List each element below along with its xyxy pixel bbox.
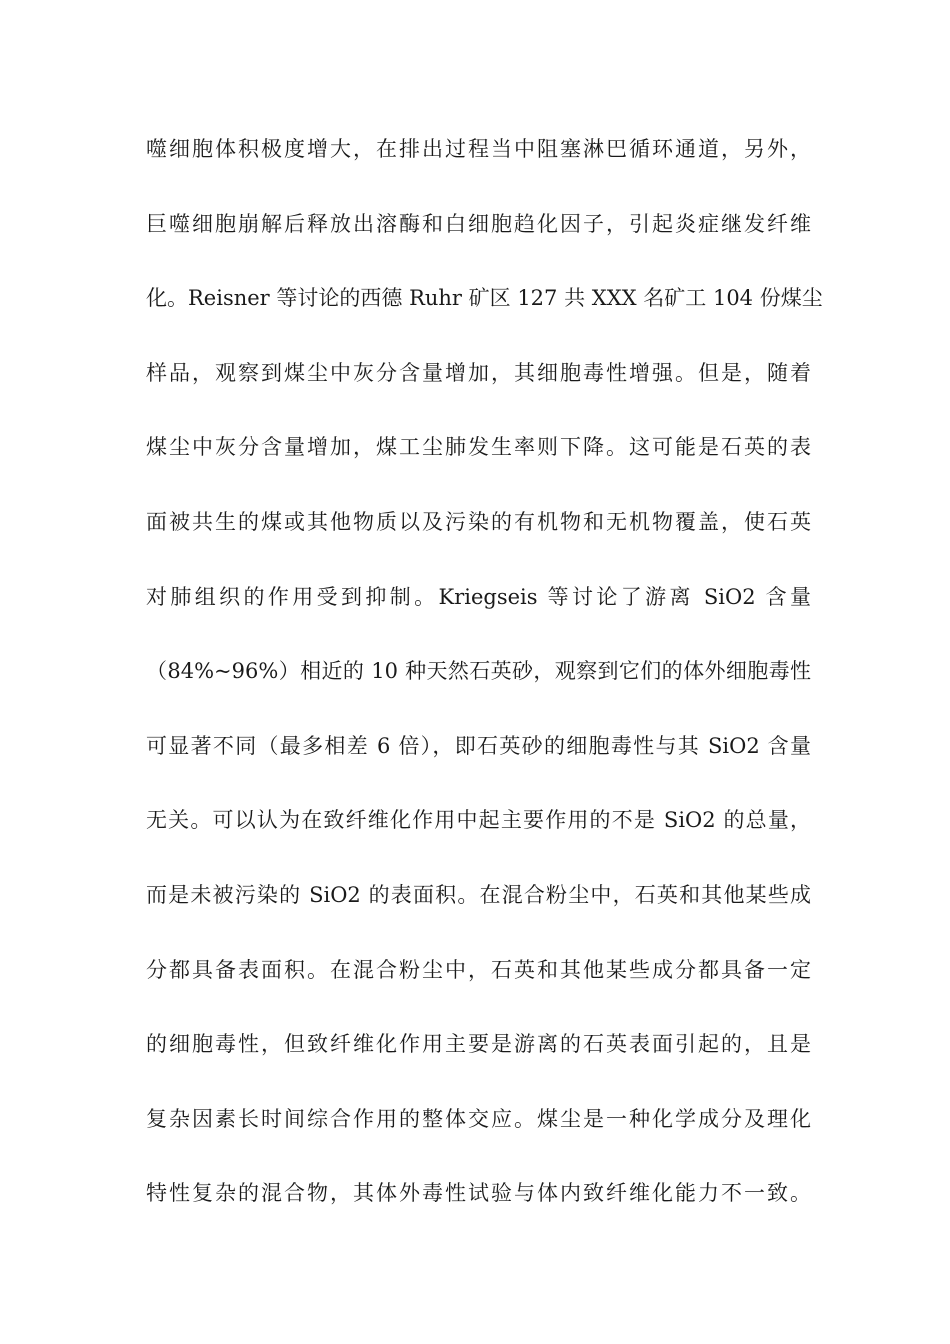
text-line-9: 可显著不同（最多相差 6 倍），即石英砂的细胞毒性与其 SiO2 含量: [146, 733, 811, 758]
text-line-2: 巨噬细胞崩解后释放出溶酶和白细胞趋化因子，引起炎症继发纤维: [146, 211, 811, 236]
text-line-6: 面被共生的煤或其他物质以及污染的有机物和无机物覆盖，使石英: [146, 509, 811, 534]
text-line-1: 噬细胞体积极度增大，在排出过程当中阻塞淋巴循环通道，另外，: [146, 137, 811, 161]
text-line-11: 而是未被污染的 SiO2 的表面积。在混合粉尘中，石英和其他某些成: [146, 882, 811, 907]
text-line-13: 的细胞毒性，但致纤维化作用主要是游离的石英表面引起的，且是: [146, 1032, 811, 1057]
text-line-12: 分都具备表面积。在混合粉尘中，石英和其他某些成分都具备一定: [146, 957, 811, 982]
body-text: [146, 131, 823, 1250]
text-line-3: 化。Reisner 等讨论的西德 Ruhr 矿区 127 共 XXX 名矿工 104 份煤尘: [146, 286, 823, 311]
text-line-8: （84%~96%）相近的 10 种天然石英砂，观察到它们的体外细胞毒性: [146, 659, 811, 684]
text-line-14: 复杂因素长时间综合作用的整体交应。煤尘是一种化学成分及理化: [146, 1106, 811, 1131]
text-line-15: 特性复杂的混合物，其体外毒性试验与体内致纤维化能力不一致。: [146, 1181, 811, 1206]
text-line-7: 对肺组织的作用受到抑制。Kriegseis 等讨论了游离 SiO2 含量: [146, 584, 811, 609]
text-line-5: 煤尘中灰分含量增加，煤工尘肺发生率则下降。这可能是石英的表: [146, 435, 811, 460]
text-line-10: 无关。可以认为在致纤维化作用中起主要作用的不是 SiO2 的总量，: [146, 808, 811, 833]
text-line-4: 样品，观察到煤尘中灰分含量增加，其细胞毒性增强。但是，随着: [146, 360, 811, 385]
